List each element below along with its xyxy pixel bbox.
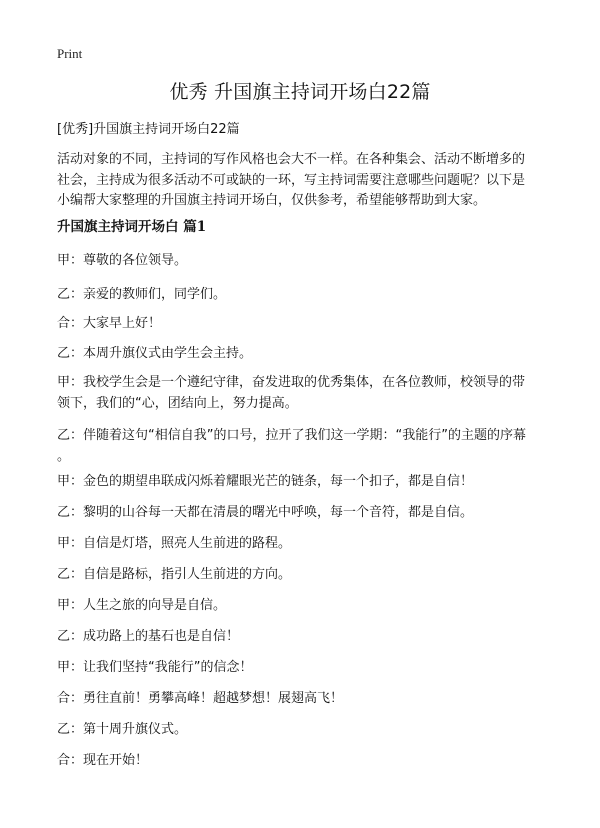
dialogue-line: 甲：金色的期望串联成闪烁着耀眼光芒的链条，每一个扣子，都是自信！ bbox=[57, 474, 474, 489]
document-title: 优秀 升国旗主持词开场白22篇 bbox=[169, 81, 431, 103]
intro-paragraph: 活动对象的不同，主持词的写作风格也会大不一样。在各种集会、活动不断增多的 社会，主持成为很多活动不可或缺的一环，写主持词需要注意哪些问题呢？以下是 小编帮大家整理的升国旗主持词开场白，仅供参考，希望能够帮助到大家。 bbox=[57, 152, 526, 208]
print-link[interactable]: Print bbox=[57, 46, 83, 61]
dialogue-line: 乙：自信是路标，指引人生前进的方向。 bbox=[57, 567, 292, 582]
dialogue-line: 合：勇往直前！勇攀高峰！超越梦想！展翅高飞！ bbox=[57, 691, 344, 706]
dialogue-line: 甲：自信是灯塔，照亮人生前进的路程。 bbox=[57, 536, 292, 551]
dialogue-line: 乙：亲爱的教师们，同学们。 bbox=[57, 287, 227, 302]
document-subtitle: [优秀]升国旗主持词开场白22篇 bbox=[57, 122, 240, 137]
dialogue-line: 甲：我校学生会是一个遵纪守律，奋发进取的优秀集体，在各位教师，校领导的带 领下，我们的“心，团结向上，努力提高。 bbox=[57, 375, 526, 411]
dialogue-line: 合：现在开始！ bbox=[57, 753, 149, 768]
dialogue-line: 乙：本周升旗仪式由学生会主持。 bbox=[57, 346, 253, 361]
dialogue-line: 合：大家早上好！ bbox=[57, 316, 162, 331]
dialogue-line: 甲：尊敬的各位领导。 bbox=[57, 253, 188, 268]
dialogue-line: 甲：人生之旅的向导是自信。 bbox=[57, 598, 227, 613]
dialogue-line: 乙：伴随着这句“相信自我”的口号，拉开了我们这一学期：“我能行”的主题的序幕 。 bbox=[57, 428, 526, 464]
section-heading: 升国旗主持词开场白 篇1 bbox=[57, 219, 207, 235]
dialogue-line: 乙：第十周升旗仪式。 bbox=[57, 722, 188, 737]
dialogue-line: 甲：让我们坚持“我能行”的信念！ bbox=[57, 660, 253, 675]
dialogue-line: 乙：成功路上的基石也是自信！ bbox=[57, 629, 240, 644]
dialogue-line: 乙：黎明的山谷每一天都在清晨的曙光中呼唤，每一个音符，都是自信。 bbox=[57, 505, 474, 520]
